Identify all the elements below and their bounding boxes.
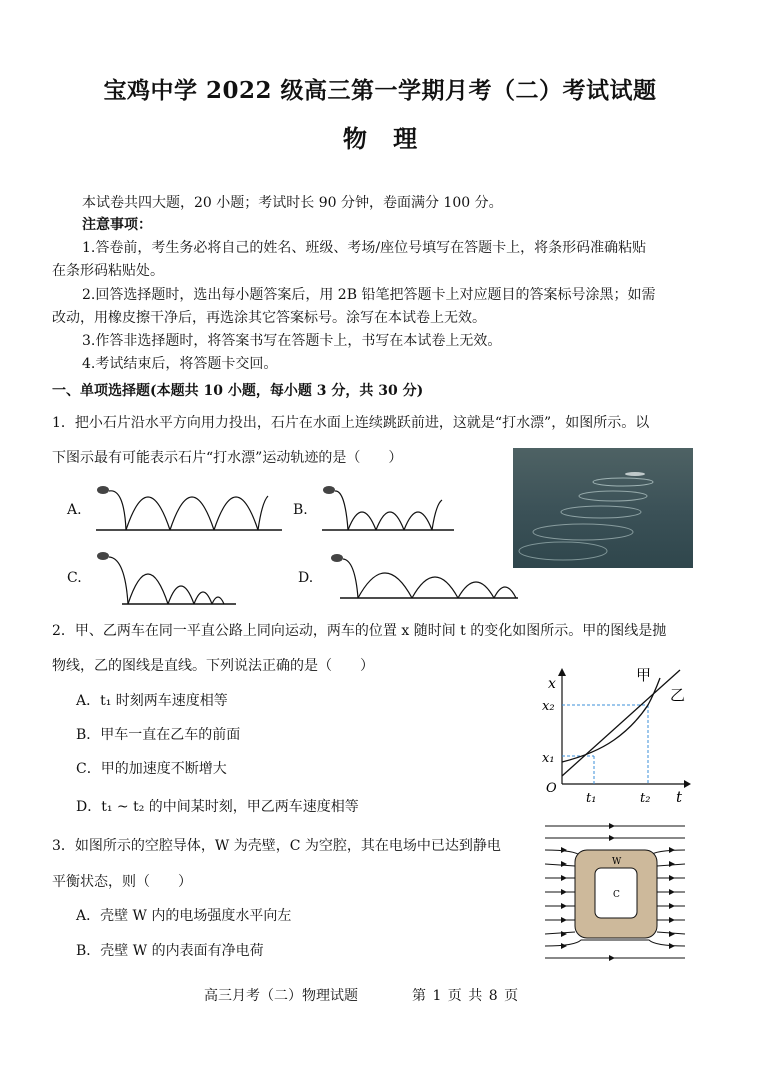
- q3-line-1: 3．如图所示的空腔导体，W 为壳壁，C 为空腔，其在电场中已达到静电: [52, 838, 501, 854]
- q2-option-d: D．t₁ ~ t₂ 的中间某时刻，甲乙两车速度相等: [76, 799, 359, 815]
- q3-line-2: 平衡状态，则（ ）: [52, 874, 192, 890]
- q1-option-b-trajectory: [318, 482, 456, 534]
- q3-cavity-label: C: [613, 890, 620, 900]
- q1-option-d-label: D.: [298, 570, 314, 586]
- q2-line-1: 2．甲、乙两车在同一平直公路上同向运动，两车的位置 x 随时间 t 的变化如图所示。甲的图线是抛: [52, 623, 667, 639]
- q1-option-c-trajectory: [92, 548, 238, 608]
- exam-title: 宝鸡中学 2022 级高三第一学期月考（二）考试试题: [103, 77, 657, 104]
- notice-item-1-line-1: 1.答卷前，考生务必将自己的姓名、班级、考场/座位号填写在答题卡上，将条形码准确粘贴: [82, 240, 647, 256]
- q2-graph-origin-label: O: [546, 781, 557, 796]
- q3-option-a: A．壳壁 W 内的电场强度水平向左: [76, 908, 292, 924]
- q3-option-b: B．壳壁 W 的内表面有净电荷: [76, 943, 264, 959]
- notice-item-3: 3.作答非选择题时，将答案书写在答题卡上，书写在本试卷上无效。: [82, 333, 502, 349]
- q2-graph-x1-label: x₁: [542, 751, 555, 766]
- q1-option-c-label: C.: [67, 570, 82, 586]
- q2-option-a: A．t₁ 时刻两车速度相等: [76, 693, 228, 709]
- q2-graph-x-axis-label: t: [676, 788, 683, 806]
- notice-item-2-line-2: 改动，用橡皮擦干净后，再选涂其它答案标号。涂写在本试卷上无效。: [52, 310, 486, 326]
- footer-exam-name: 高三月考（二）物理试题: [204, 988, 358, 1004]
- q1-option-a-trajectory: [92, 482, 284, 534]
- q2-graph-t2-label: t₂: [640, 791, 651, 806]
- exam-intro: 本试卷共四大题，20 小题；考试时长 90 分钟，卷面满分 100 分。: [82, 195, 503, 211]
- footer-page-number: 第 1 页 共 8 页: [412, 988, 519, 1004]
- q2-graph-yi-label: 乙: [670, 686, 686, 704]
- skipping-stone-photo: [513, 448, 693, 568]
- q3-cavity-conductor-figure: [545, 820, 690, 968]
- q3-wall-label: W: [612, 857, 622, 867]
- notice-item-2-line-1: 2.回答选择题时，选出每小题答案后，用 2B 铅笔把答题卡上对应题目的答案标号涂黑；如需: [82, 287, 656, 303]
- q2-graph-y-axis-label: x: [548, 676, 556, 692]
- q1-line-2: 下图示最有可能表示石片“打水漂”运动轨迹的是（ ）: [52, 450, 403, 466]
- q2-option-c: C．甲的加速度不断增大: [76, 761, 227, 777]
- section-1-heading: 一、单项选择题(本题共 10 小题，每小题 3 分，共 30 分): [52, 383, 424, 399]
- notice-item-4: 4.考试结束后，将答题卡交回。: [82, 356, 278, 372]
- q1-option-d-trajectory: [326, 550, 520, 602]
- q2-option-b: B．甲车一直在乙车的前面: [76, 727, 241, 743]
- q2-graph-x2-label: x₂: [542, 699, 555, 714]
- q1-option-b-label: B.: [293, 502, 308, 518]
- q1-option-a-label: A.: [67, 502, 82, 518]
- q2-graph-t1-label: t₁: [586, 791, 597, 806]
- q2-line-2: 物线，乙的图线是直线。下列说法正确的是（ ）: [52, 658, 374, 674]
- notice-item-1-line-2: 在条形码粘贴处。: [52, 263, 164, 279]
- q2-position-time-graph: [534, 658, 694, 808]
- q1-line-1: 1．把小石片沿水平方向用力投出，石片在水面上连续跳跃前进，这就是“打水漂”，如图所示。以: [52, 415, 650, 431]
- subject-title: 物 理: [342, 124, 418, 153]
- notice-heading: 注意事项：: [82, 217, 152, 233]
- q2-graph-jia-label: 甲: [636, 666, 652, 684]
